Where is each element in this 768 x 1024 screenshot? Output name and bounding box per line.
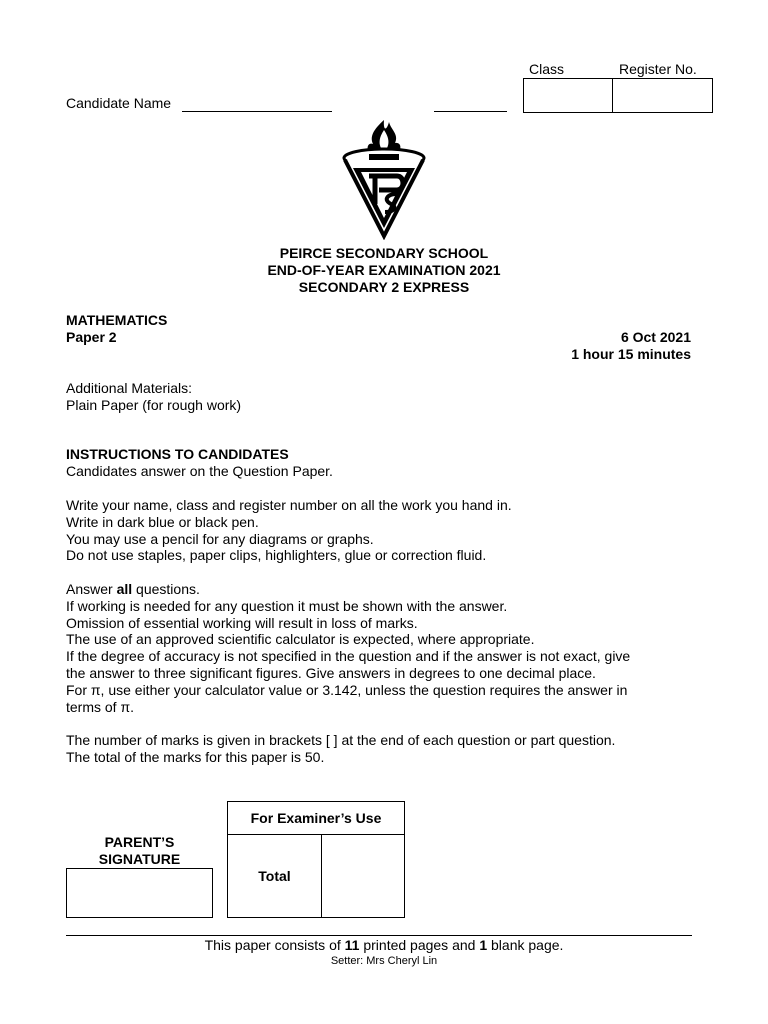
materials-item: Plain Paper (for rough work) [66,397,242,413]
setter-line: Setter: Mrs Cheryl Lin [330,955,438,967]
instruction-line: Write in dark blue or black pen. [66,513,259,530]
examiner-heading: For Examiner’s Use [228,802,404,835]
class-label: Class [529,61,565,77]
answer-all-line [66,581,706,598]
level-title: SECONDARY 2 EXPRESS [298,279,470,295]
instructions-intro: Candidates answer on the Question Paper. [66,463,333,479]
answer-post: questions. [132,581,200,597]
paper-number: Paper 2 [66,329,117,345]
instruction-line: You may use a pencil for any diagrams or graphs. [66,530,374,547]
candidate-name-line[interactable] [182,97,332,112]
pages-mid: printed pages and [359,937,480,953]
parent-label-line1: PARENT’S [104,834,175,850]
parent-label-line2: SIGNATURE [98,850,181,867]
page-count-line [0,937,768,953]
examiner-total-cell[interactable] [322,835,404,917]
subject-title: MATHEMATICS [66,312,168,328]
instruction-line: The total of the marks for this paper is 50. [66,748,325,765]
blank-count: 1 [479,937,488,953]
footer-rule [66,935,692,936]
answer-pre: Answer [66,581,117,597]
candidate-name-line-2[interactable] [434,97,507,112]
instruction-line: Do not use staples, paper clips, highlighters, glue or correction fluid. [66,547,487,564]
instruction-line: If the degree of accuracy is not specified in the question and if the answer is not exact, give [66,648,631,665]
exam-duration: 1 hour 15 minutes [571,346,691,362]
instructions-group-2 [66,581,706,715]
parent-signature-label [66,834,213,868]
materials-heading: Additional Materials: [66,380,193,396]
answer-bold: all [116,581,133,597]
school-name: PEIRCE SECONDARY SCHOOL [279,245,489,261]
pages-pre: This paper consists of [204,937,345,953]
printed-count: 11 [344,937,360,953]
instruction-line: Write your name, class and register number on all the work you hand in. [66,497,512,513]
register-box[interactable] [612,78,713,113]
instructions-heading: INSTRUCTIONS TO CANDIDATES [66,446,289,462]
instruction-line: The number of marks is given in brackets [ ] at the end of each question or part question. [66,732,616,748]
school-crest-icon [339,118,429,240]
instruction-line: The use of an approved scientific calculator is expected, where appropriate. [66,631,535,648]
parent-signature-box[interactable] [66,868,213,918]
examiner-table [227,801,405,918]
instruction-line: Omission of essential working will result in loss of marks. [66,614,418,631]
examiner-total-label: Total [258,868,291,884]
instruction-line: If working is needed for any question it must be shown with the answer. [66,597,508,614]
pages-post: blank page. [487,937,564,953]
exam-date: 6 Oct 2021 [620,329,691,345]
instructions-group-1 [66,497,706,564]
register-label: Register No. [619,61,697,77]
instruction-line: terms of π. [66,698,135,715]
class-box[interactable] [523,78,613,113]
exam-title: END-OF-YEAR EXAMINATION 2021 [267,262,501,278]
instruction-line: the answer to three significant figures. Give answers in degrees to one decimal place. [66,664,596,681]
candidate-name-label: Candidate Name [66,95,172,111]
instruction-line: For π, use either your calculator value or 3.142, unless the question requires the answer in [66,681,628,698]
instructions-group-3 [66,732,706,766]
